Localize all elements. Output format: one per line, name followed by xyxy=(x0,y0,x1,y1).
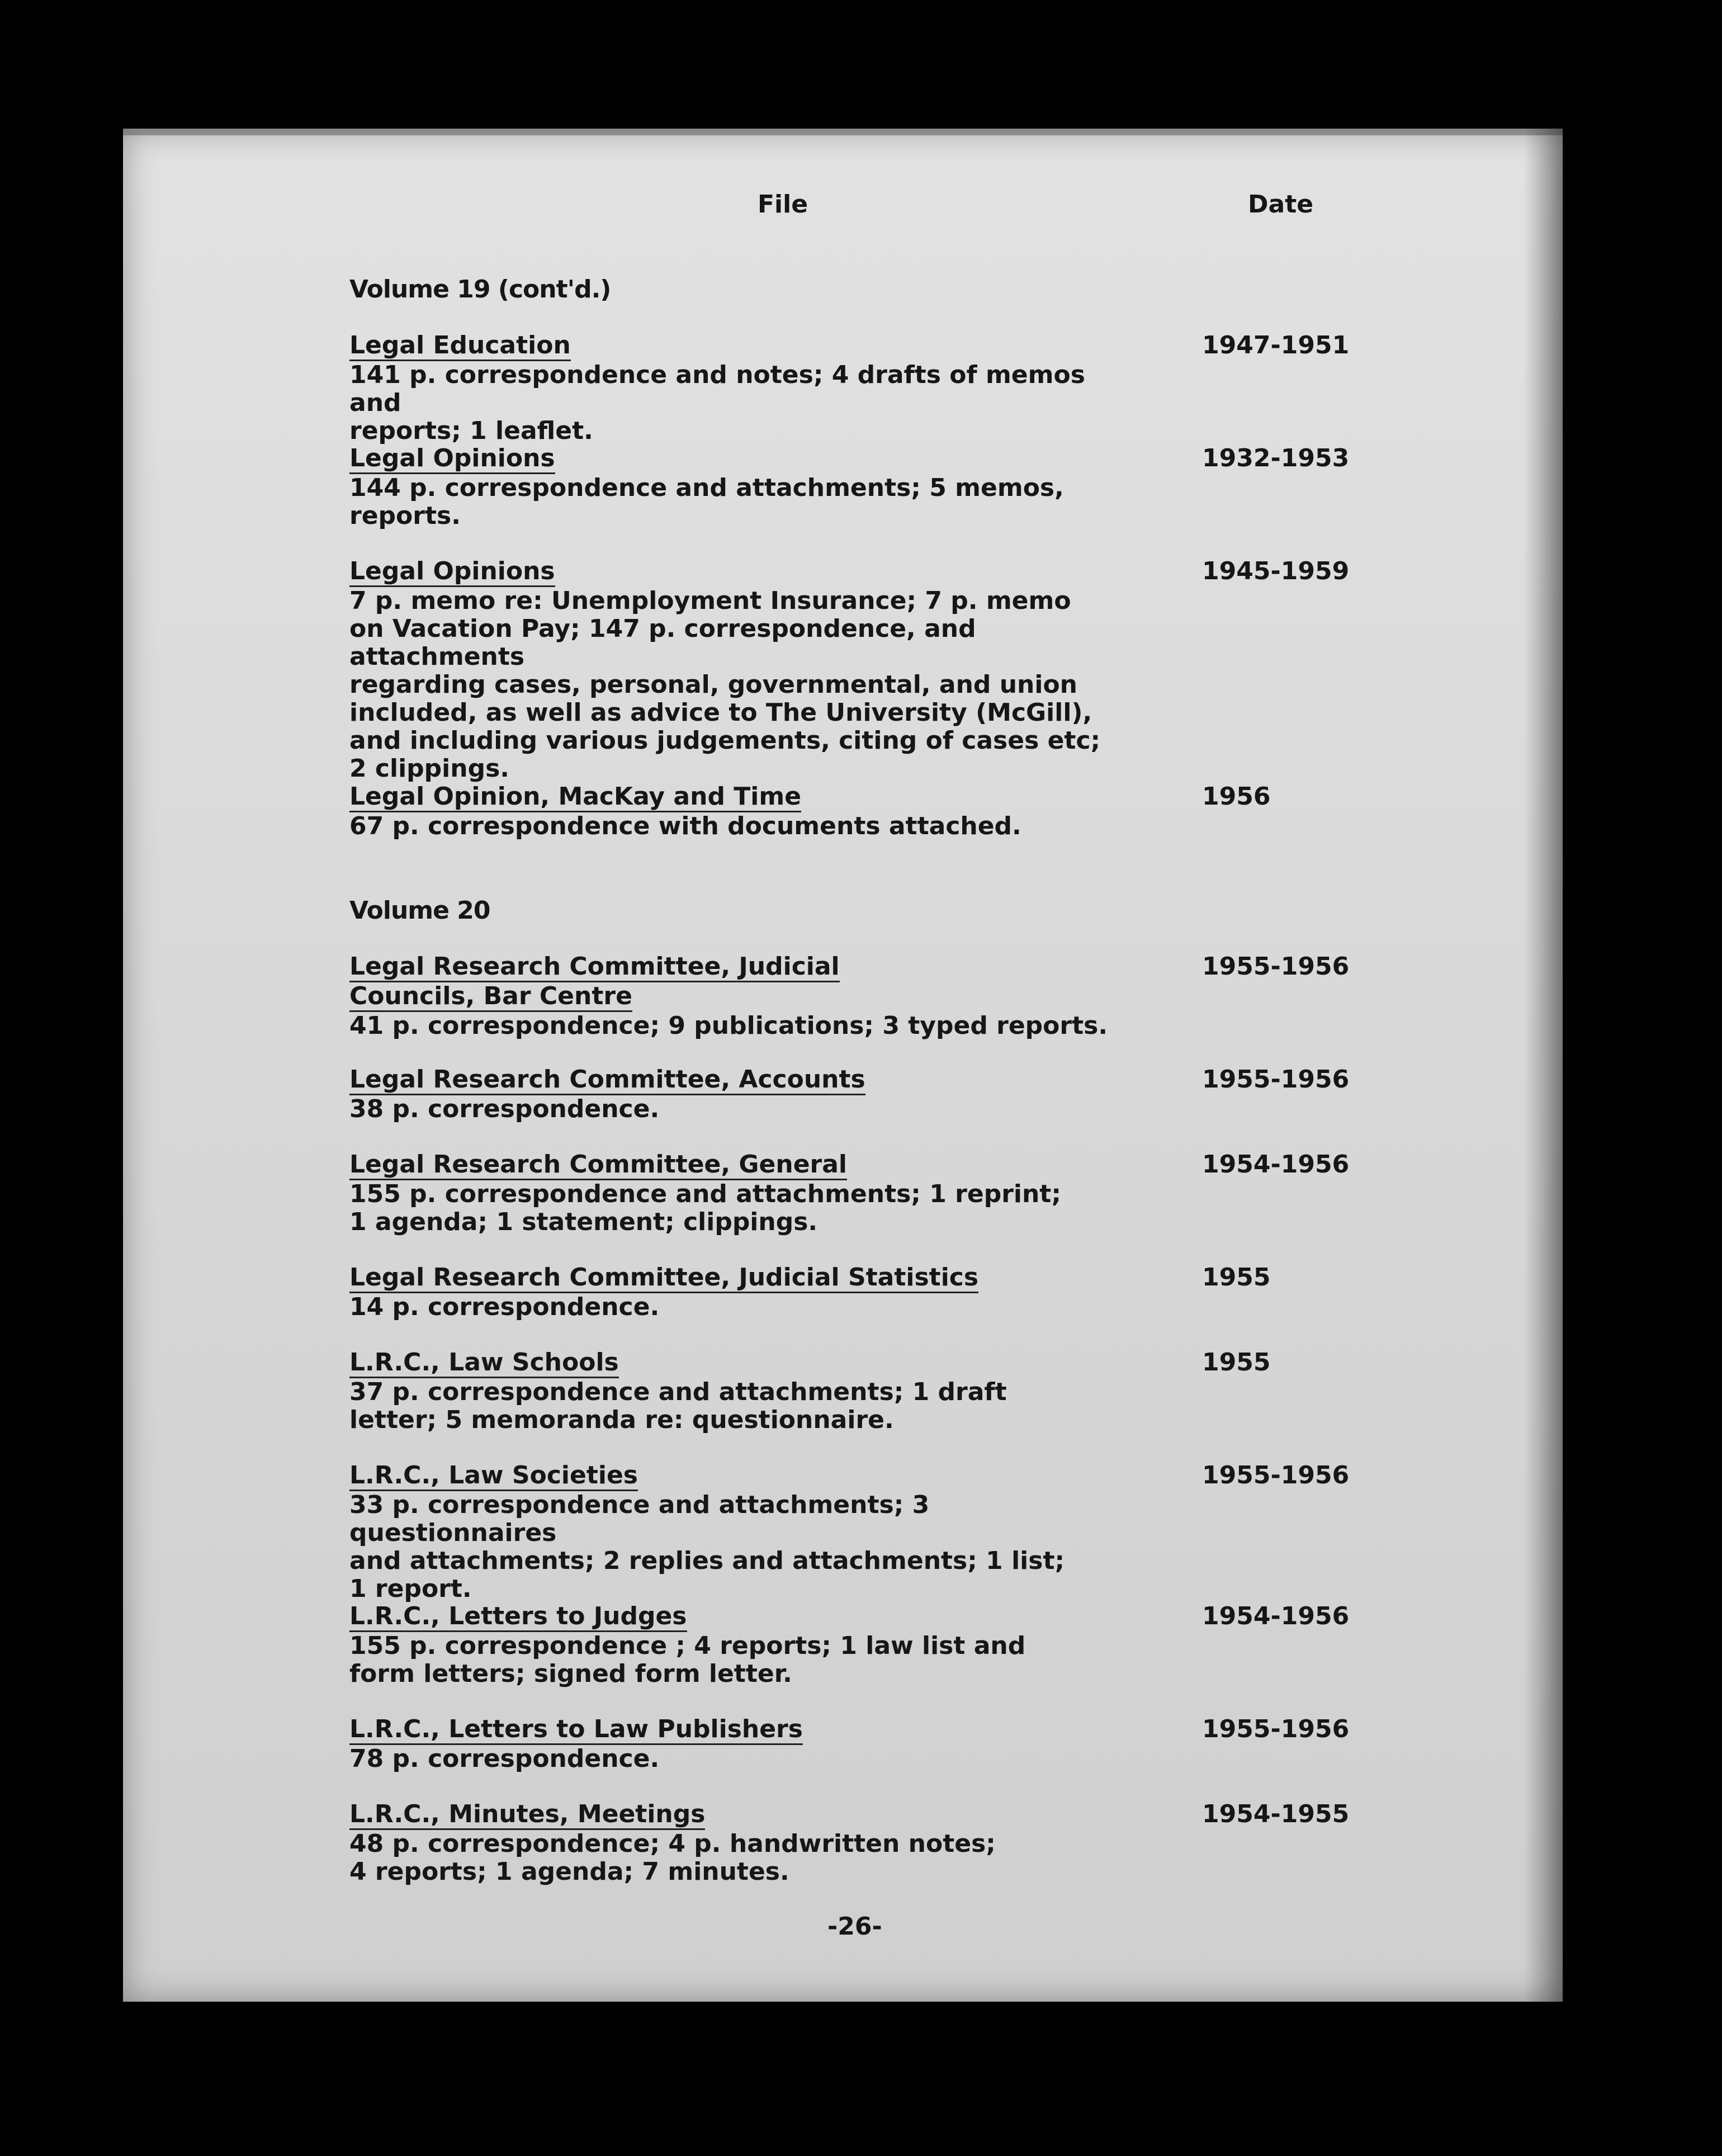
entry-description: 14 p. correspondence. xyxy=(349,1293,660,1321)
entry-date: 1955-1956 xyxy=(1202,1715,1350,1743)
entry-lrc-letters-to-judges xyxy=(349,1602,1524,1688)
entry-title: L.R.C., Letters to Law Publishers xyxy=(349,1715,803,1745)
entry-title: L.R.C., Law Societies xyxy=(349,1462,638,1491)
entry-title: Legal Opinions xyxy=(349,445,555,474)
entry-date: 1947-1951 xyxy=(1202,331,1350,360)
entry-description: 38 p. correspondence. xyxy=(349,1095,660,1123)
entry-title: Legal Opinions xyxy=(349,557,555,587)
entry-date: 1945-1959 xyxy=(1202,557,1350,585)
entry-lrc-minutes-meetings xyxy=(349,1800,1524,1886)
entry-lrc-accounts xyxy=(349,1066,1524,1123)
entry-date: 1932-1953 xyxy=(1202,444,1350,472)
entry-date: 1955-1956 xyxy=(1202,1065,1350,1094)
entry-lrc-law-societies xyxy=(349,1462,1524,1603)
entry-description: 155 p. correspondence ; 4 reports; 1 law list and form letters; signed form letter. xyxy=(349,1632,1026,1688)
entry-date: 1955-1956 xyxy=(1202,952,1350,981)
entry-lrc-law-schools xyxy=(349,1349,1524,1434)
entry-description: 33 p. correspondence and attachments; 3 questionnaires and attachments; 2 replies and attachments; 1 list; 1 report. xyxy=(349,1491,1065,1603)
entry-lrc-judicial-councils xyxy=(349,953,1524,1040)
entry-title: L.R.C., Law Schools xyxy=(349,1349,619,1378)
entry-description: 141 p. correspondence and notes; 4 drafts of memos and reports; 1 leaflet. xyxy=(349,361,1085,445)
date-column-header: Date xyxy=(1248,190,1314,219)
entry-legal-opinion-mackay xyxy=(349,783,1524,840)
entry-date: 1955 xyxy=(1202,1348,1271,1377)
entry-date: 1955-1956 xyxy=(1202,1461,1350,1490)
entry-date: 1954-1956 xyxy=(1202,1150,1350,1179)
entry-legal-opinions-1 xyxy=(349,445,1524,530)
volume-19-heading: Volume 19 (cont'd.) xyxy=(349,275,611,304)
entry-title: Legal Research Committee, Judicial xyxy=(349,953,840,982)
entry-title-line-2: Councils, Bar Centre xyxy=(349,982,632,1012)
entry-date: 1955 xyxy=(1202,1263,1271,1292)
file-column-header: File xyxy=(758,190,808,219)
entry-title: Legal Education xyxy=(349,332,571,361)
entry-lrc-general xyxy=(349,1151,1524,1236)
entry-title: Legal Research Committee, Judicial Statistics xyxy=(349,1264,978,1293)
entry-description: 7 p. memo re: Unemployment Insurance; 7 p. memo on Vacation Pay; 147 p. correspondence, and attachments regarding cases, personal, governmental, and union included, as well as advice to The University (McGill), and including various judgements, citing of cases etc; 2 clippings. xyxy=(349,587,1101,783)
volume-20-heading: Volume 20 xyxy=(349,896,490,925)
entry-legal-education xyxy=(349,332,1524,445)
entry-legal-opinions-2 xyxy=(349,557,1524,783)
entry-description: 67 p. correspondence with documents attached. xyxy=(349,812,1021,840)
entry-description: 155 p. correspondence and attachments; 1 reprint; 1 agenda; 1 statement; clippings. xyxy=(349,1180,1061,1236)
entry-lrc-judicial-statistics xyxy=(349,1264,1524,1321)
entry-description: 144 p. correspondence and attachments; 5 memos, reports. xyxy=(349,474,1064,530)
entry-title: L.R.C., Letters to Judges xyxy=(349,1602,687,1632)
entry-title: Legal Research Committee, General xyxy=(349,1151,847,1180)
entry-description: 41 p. correspondence; 9 publications; 3 typed reports. xyxy=(349,1011,1108,1040)
entry-date: 1956 xyxy=(1202,782,1271,811)
entry-description: 48 p. correspondence; 4 p. handwritten notes; 4 reports; 1 agenda; 7 minutes. xyxy=(349,1829,996,1886)
entry-title: Legal Research Committee, Accounts xyxy=(349,1066,865,1095)
entry-description: 37 p. correspondence and attachments; 1 draft letter; 5 memoranda re: questionnaire. xyxy=(349,1378,1007,1434)
entry-title: L.R.C., Minutes, Meetings xyxy=(349,1800,705,1830)
entry-description: 78 p. correspondence. xyxy=(349,1744,660,1773)
page-number: -26- xyxy=(827,1912,882,1941)
entry-lrc-letters-to-law-publishers xyxy=(349,1715,1524,1773)
entry-title: Legal Opinion, MacKay and Time xyxy=(349,783,801,812)
entry-date: 1954-1956 xyxy=(1202,1602,1350,1630)
entry-date: 1954-1955 xyxy=(1202,1800,1350,1828)
